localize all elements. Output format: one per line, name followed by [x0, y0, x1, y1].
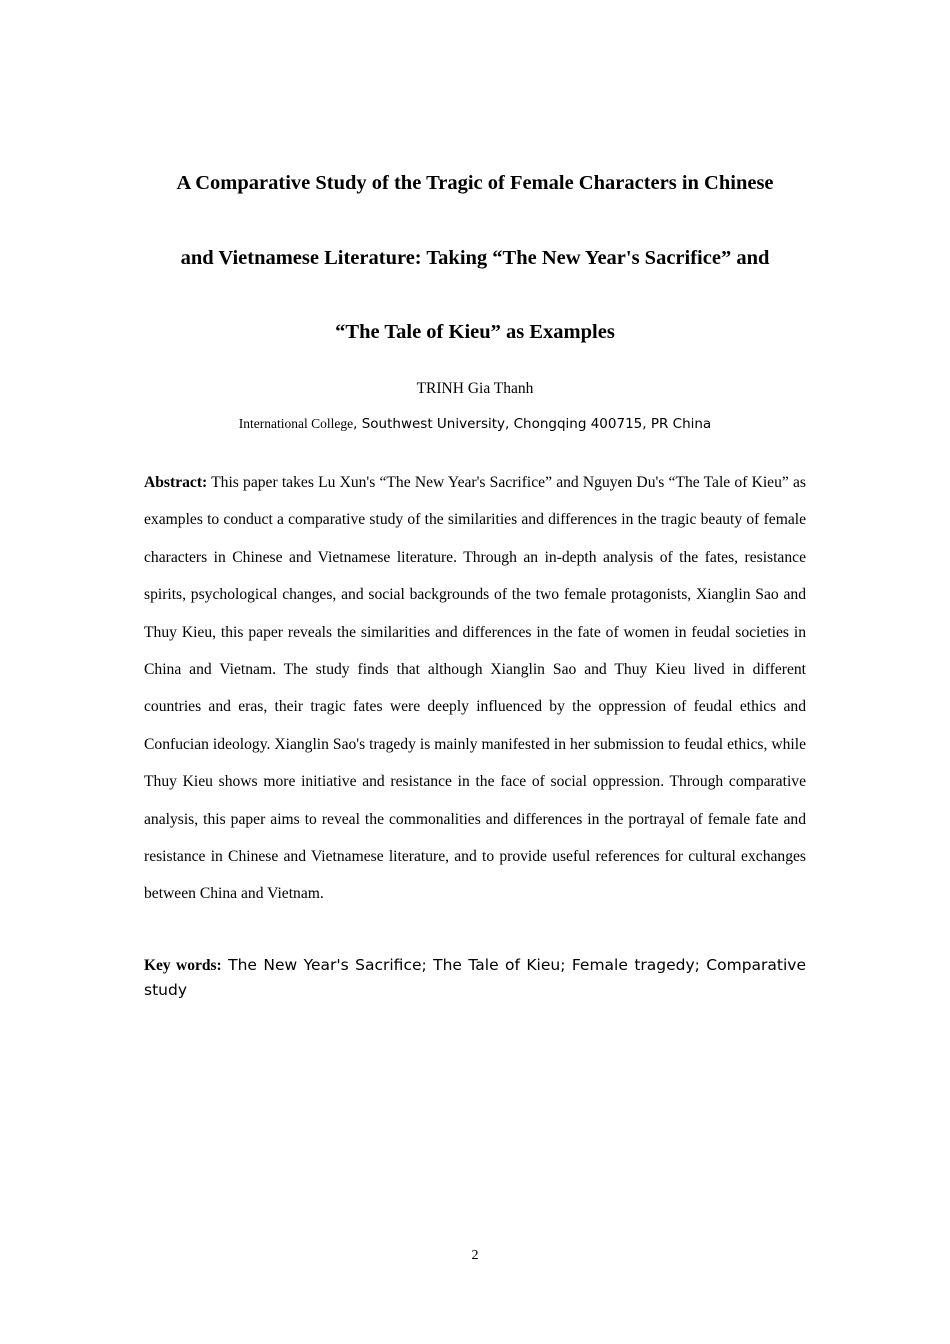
paper-title-line-3: “The Tale of Kieu” as Examples	[335, 321, 615, 343]
affiliation-college: International College	[238, 416, 354, 431]
affiliation-university: , Southwest University, Chongqing 400715, PR China	[353, 416, 712, 432]
author-affiliation	[0, 414, 950, 434]
page-number: 2	[471, 1248, 479, 1263]
abstract-paragraph	[144, 464, 806, 913]
paper-title-line-1: A Comparative Study of the Tragic of Female Characters in Chinese	[176, 172, 774, 194]
author-name: TRINH Gia Thanh	[416, 380, 534, 397]
paper-title	[120, 146, 830, 370]
keywords-text: The New Year's Sacrifice; The Tale of Kieu; Female tragedy; Comparative study	[144, 956, 806, 999]
paper-title-line-2: and Vietnamese Literature: Taking “The New Year's Sacrifice” and	[180, 246, 770, 269]
keywords-paragraph	[144, 953, 806, 1003]
abstract-text: This paper takes Lu Xun's “The New Year's Sacrifice” and Nguyen Du's “The Tale of Kieu” as examples to conduct a comparative study of the similarities and differences in the tragic beauty of female characters in Chinese and Vietnamese literature. Through an in-depth analysis of the fates, resistance spirits, psychological changes, and social backgrounds of the two female protagonists, Xianglin Sao and Thuy Kieu, this paper reveals the similarities and differences in the fate of women in feudal societies in China and Vietnam. The study finds that although Xianglin Sao and Thuy Kieu lived in different countries and eras, their tragic fates were deeply influenced by the oppression of feudal ethics and Confucian ideology. Xianglin Sao's tragedy is mainly manifested in her submission to feudal ethics, while Thuy Kieu shows more initiative and resistance in the face of social oppression. Through comparative analysis, this paper aims to reveal the commonalities and differences in the portrayal of female fate and resistance in Chinese and Vietnamese literature, and to provide useful references for cultural exchanges between China and Vietnam.	[144, 474, 806, 903]
keywords-label: Key words:	[144, 957, 222, 974]
abstract-label: Abstract:	[144, 474, 208, 491]
